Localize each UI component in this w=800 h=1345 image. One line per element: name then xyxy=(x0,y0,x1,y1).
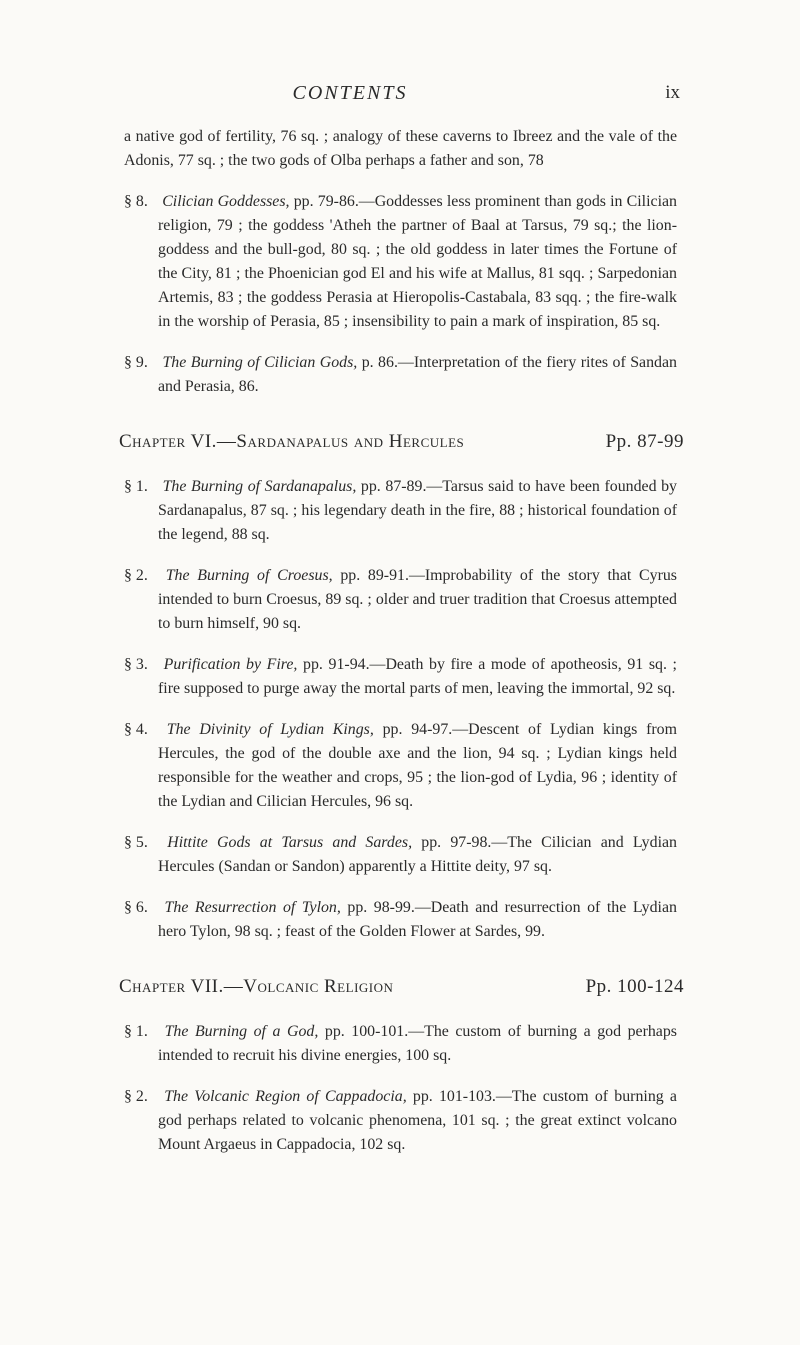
section-summary: pp. 97-98.—The Cilician and Lydian Hercules (Sandan or Sandon) apparently a Hittite deity, 97 sq. xyxy=(158,834,677,875)
section-summary: pp. 101-103.—The custom of burning a god perhaps related to volcanic phenomena, 101 sq. ; the great extinct volcano Mount Argaeus in Cappadocia, 102 sq. xyxy=(158,1088,677,1153)
section-entry xyxy=(124,351,677,399)
chapter-title: Chapter VI.—Sardanapalus and Hercules xyxy=(119,431,465,452)
continuation-paragraph: a native god of fertility, 76 sq. ; analogy of these caverns to Ibreez and the vale of the Adonis, 77 sq. ; the two gods of Olba perhaps a father and son, 78 xyxy=(124,128,677,169)
section-summary: pp. 79-86.—Goddesses less prominent than gods in Cilician religion, 79 ; the goddess 'Atheh the partner of Baal at Tarsus, 79 sq.; the lion-goddess and the bull-god, 80 sq. ; the old goddess in later times the Fortune of the City, 81 ; the Phoenician god El and his wife at Mallus, 81 sqq. ; Sarpedonian Artemis, 83 ; the goddess Perasia at Hieropolis-Castabala, 83 sqq. ; the fire-walk in the worship of Perasia, 85 ; insensibility to pain a mark of inspiration, 85 sq. xyxy=(158,193,677,330)
section-number: § 1. xyxy=(124,478,148,495)
section-title: Cilician Goddesses, xyxy=(162,193,290,210)
section-number: § 3. xyxy=(124,656,148,673)
section-entry xyxy=(124,896,677,944)
section-entry xyxy=(124,1020,677,1068)
section-summary: pp. 91-94.—Death by fire a mode of apotheosis, 91 sq. ; fire supposed to purge away the mortal parts of men, leaving the immortal, 92 sq. xyxy=(158,656,677,697)
section-summary: pp. 100-101.—The custom of burning a god perhaps intended to recruit his divine energies, 100 sq. xyxy=(158,1023,677,1064)
section-title: The Burning of Croesus, xyxy=(165,567,333,584)
section-title: The Burning of Sardanapalus, xyxy=(162,478,357,495)
section-summary: pp. 98-99.—Death and resurrection of the Lydian hero Tylon, 98 sq. ; feast of the Golden Flower at Sardes, 99. xyxy=(158,899,677,940)
section-entry xyxy=(124,564,677,636)
section-entry xyxy=(124,475,677,547)
section-summary: pp. 87-89.—Tarsus said to have been founded by Sardanapalus, 87 sq. ; his legendary death in the fire, 88 ; historical foundation of the legend, 88 sq. xyxy=(158,478,678,543)
section-number: § 1. xyxy=(124,1023,148,1040)
chapter-heading xyxy=(119,976,684,998)
page-title: CONTENTS xyxy=(292,82,408,104)
section-entry xyxy=(124,1085,677,1157)
section-entry xyxy=(124,653,677,701)
section-number: § 9. xyxy=(124,354,148,371)
running-head xyxy=(0,82,800,112)
chapter-pages: Pp. 100-124 xyxy=(585,976,684,997)
section-title: The Burning of a God, xyxy=(164,1023,319,1040)
section-number: § 5. xyxy=(124,834,148,851)
section-number: § 4. xyxy=(124,721,148,738)
section-entry xyxy=(124,831,677,879)
section-entry xyxy=(124,718,677,814)
section-title: The Volcanic Region of Cappadocia, xyxy=(164,1088,407,1105)
chapter-heading xyxy=(119,431,684,453)
section-title: The Resurrection of Tylon, xyxy=(164,899,341,916)
contents-body xyxy=(119,125,684,1174)
section-number: § 2. xyxy=(124,567,148,584)
section-entry xyxy=(124,190,677,334)
section-summary: pp. 94-97.—Descent of Lydian kings from Hercules, the god of the double axe and the lion, 94 sq. ; Lydian kings held responsible for the weather and crops, 95 ; the lion-god of Lydia, 96 ; identity of the Lydian and Cilician Hercules, 96 sq. xyxy=(158,721,677,810)
chapter-title: Chapter VII.—Volcanic Religion xyxy=(119,976,394,997)
section-number: § 8. xyxy=(124,193,148,210)
section-title: Purification by Fire, xyxy=(163,656,298,673)
section-summary: pp. 89-91.—Improbability of the story that Cyrus intended to burn Croesus, 89 sq. ; older and truer tradition that Croesus attempted to burn himself, 90 sq. xyxy=(158,567,677,632)
section-summary: p. 86.—Interpretation of the fiery rites of Sandan and Perasia, 86. xyxy=(158,354,677,395)
section-number: § 2. xyxy=(124,1088,148,1105)
section-title: The Divinity of Lydian Kings, xyxy=(166,721,374,738)
section-title: The Burning of Cilician Gods, xyxy=(162,354,358,371)
section-number: § 6. xyxy=(124,899,148,916)
chapter-pages: Pp. 87-99 xyxy=(605,431,684,452)
page-number: ix xyxy=(665,82,680,103)
section-title: Hittite Gods at Tarsus and Sardes, xyxy=(167,834,413,851)
